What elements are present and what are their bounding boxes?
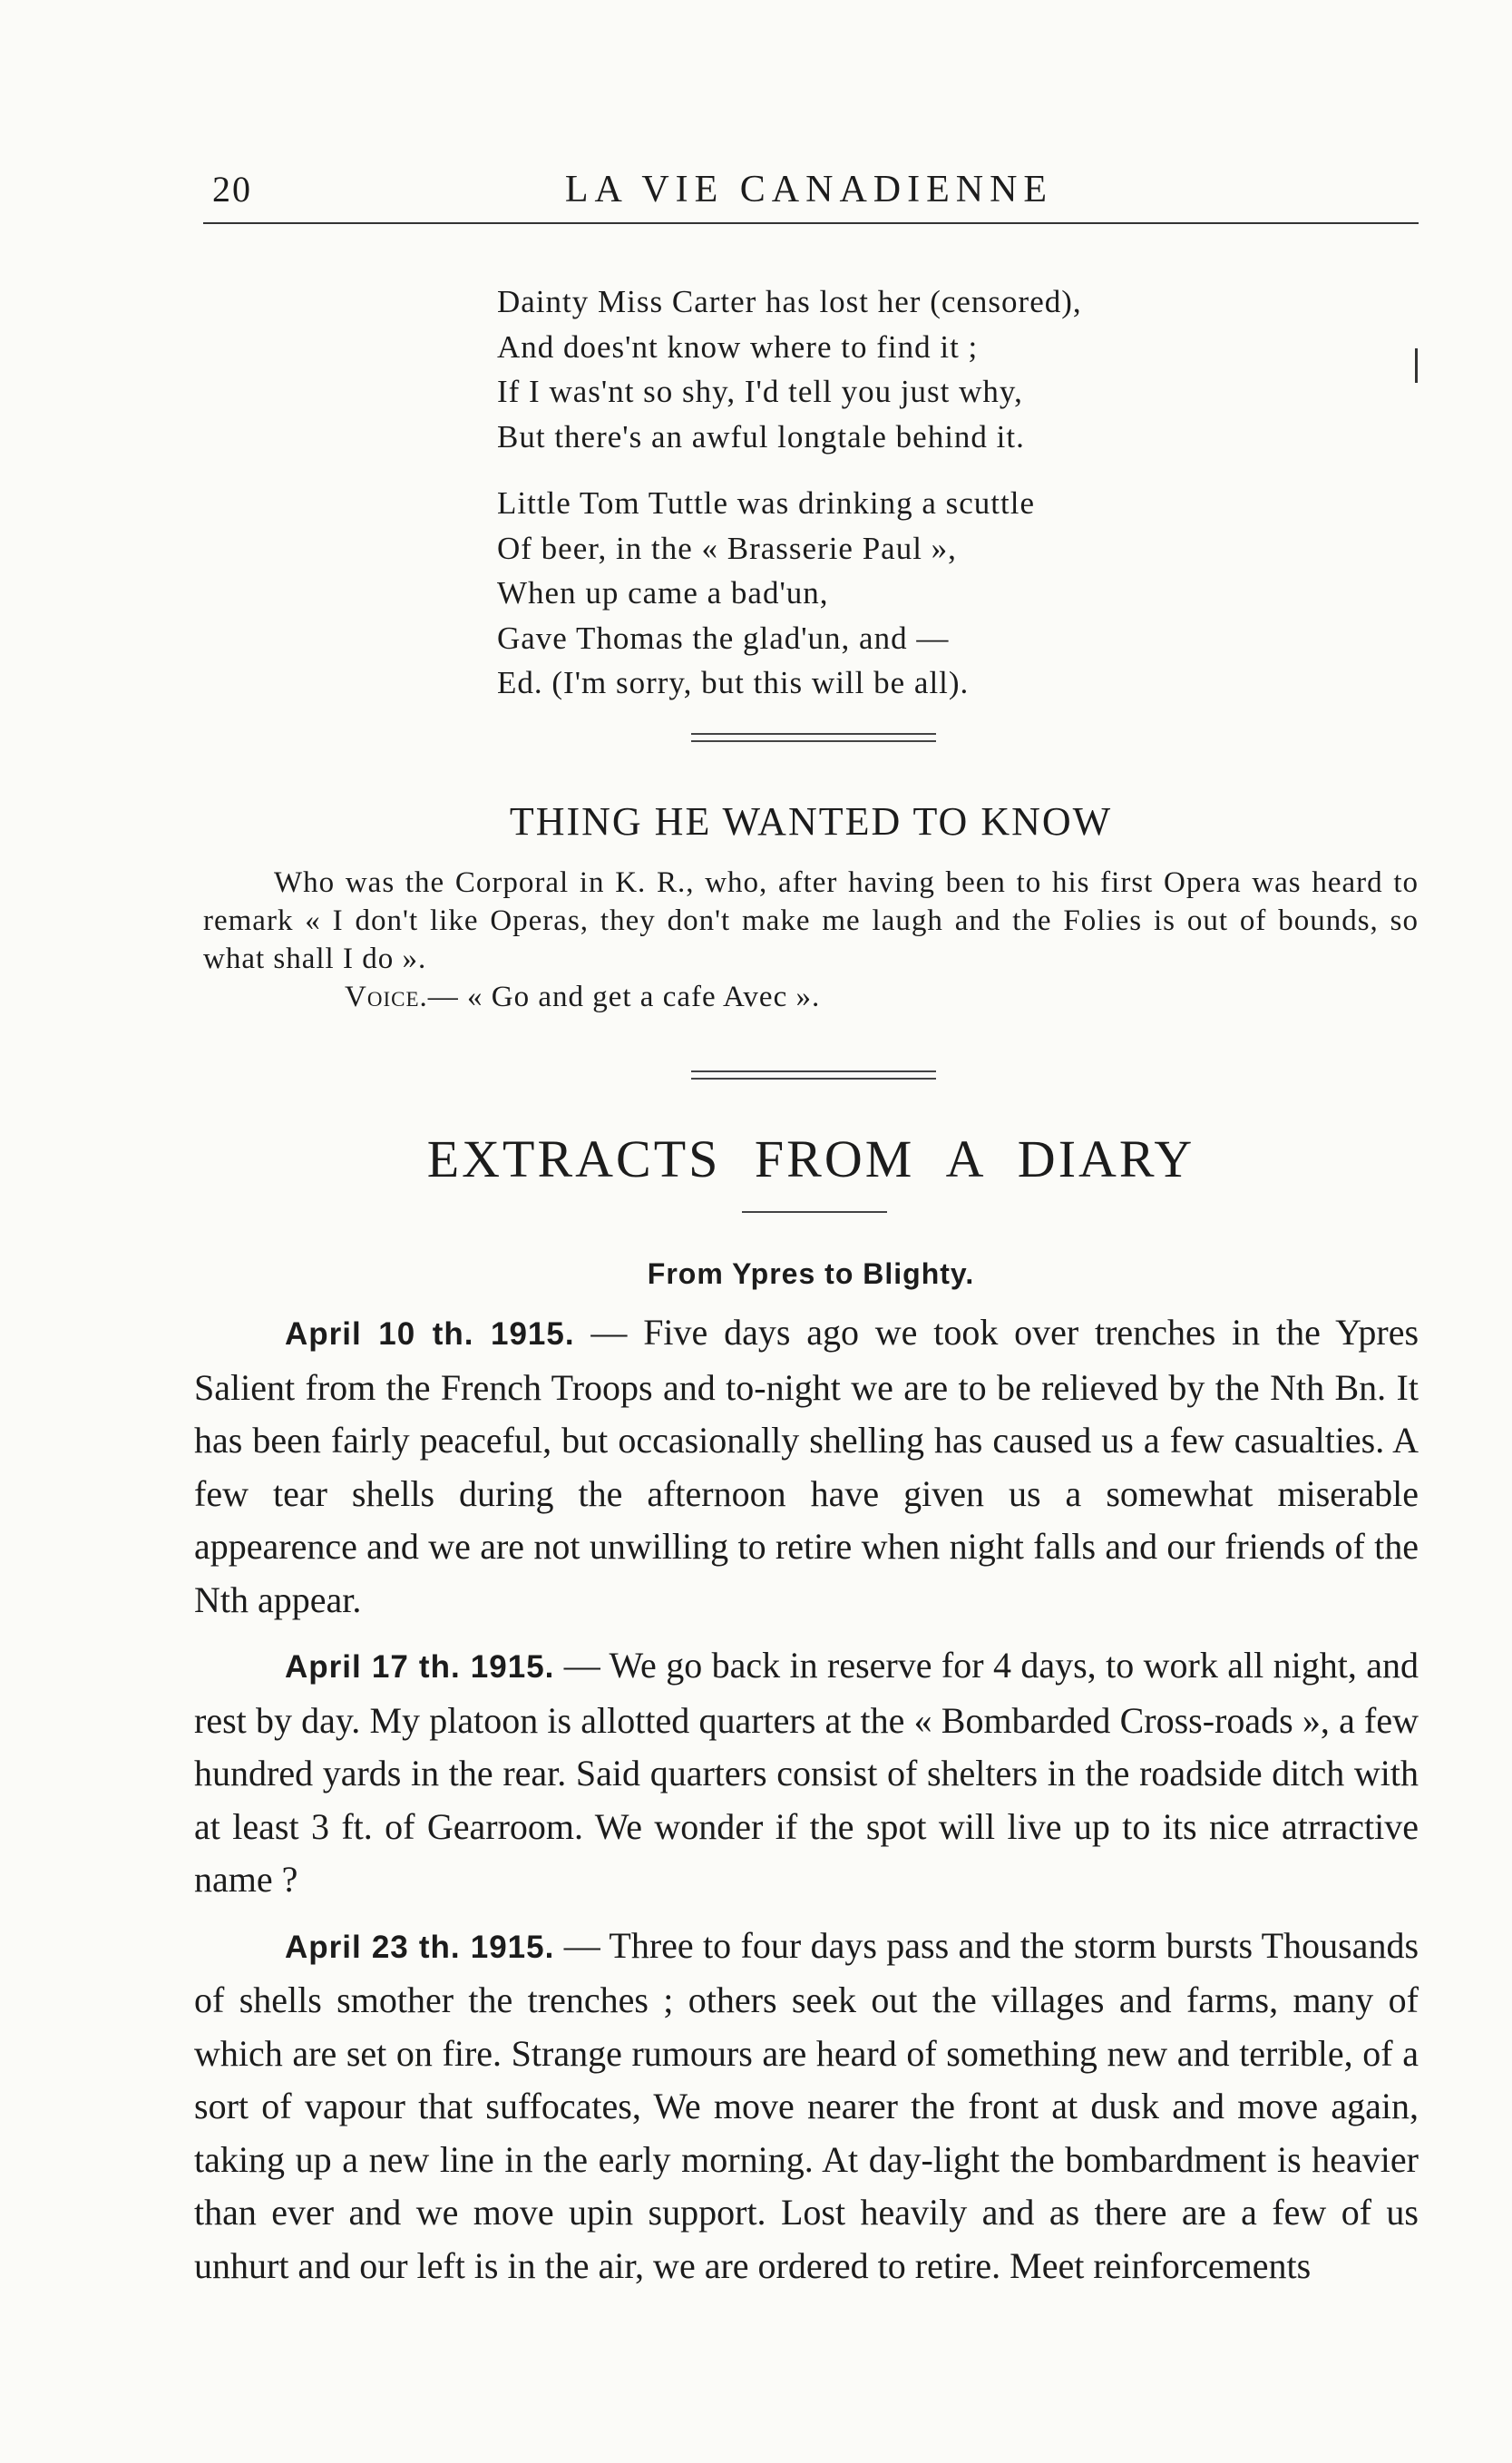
poem-line: Dainty Miss Carter has lost her (censored), bbox=[497, 284, 1082, 319]
entry-date: April 17 th. 1915. bbox=[285, 1649, 555, 1685]
entry-text: — Five days ago we took over trenches in the Ypres Salient from the French Troops and to-night we are to be relieved by the Nth Bn. It has been fairly peaceful, but occasionally shelling has caused us a few casualties. A few tear shells during the afternoon have given us a somewhat miserable appearence and we are not unwilling to retire when night falls and our friends of the Nth appear. bbox=[194, 1312, 1419, 1620]
diary-entries bbox=[194, 1306, 1419, 2305]
voice-text: « Go and get a cafe Avec ». bbox=[467, 981, 821, 1013]
section-divider bbox=[691, 733, 936, 742]
diary-subtitle: From Ypres to Blighty. bbox=[647, 1257, 975, 1290]
diary-entry bbox=[194, 1639, 1419, 1907]
entry-text: — We go back in reserve for 4 days, to work all night, and rest by day. My platoon is allotted quarters at the « Bombarded Cross-roads », a few hundred yards in the rear. Said quarters consist of shelters in the roadside ditch with at least 3 ft. of Gearroom. We wonder if the spot will live up to its nice atrractive name ? bbox=[194, 1645, 1419, 1900]
diary-entry bbox=[194, 1306, 1419, 1627]
entry-date: April 10 th. 1915. bbox=[285, 1316, 575, 1352]
poem bbox=[497, 279, 1404, 728]
section-heading-extracts-diary: EXTRACTS FROM A DIARY bbox=[426, 1129, 1195, 1188]
margin-mark bbox=[1415, 348, 1418, 383]
poem-line: And does'nt know where to find it ; bbox=[497, 328, 979, 365]
entry-date: April 23 th. 1915. bbox=[285, 1929, 555, 1965]
diary-entry bbox=[194, 1920, 1419, 2293]
poem-line: Little Tom Tuttle was drinking a scuttle bbox=[497, 485, 1035, 521]
poem-line: When up came a bad'un, bbox=[497, 575, 829, 611]
entry-text: — Three to four days pass and the storm bursts Thousands of shells smother the trenches ; others seek out the villages and farms, many of which are set on fire. Strange rumours are heard of something new and terrible, of a sort of vapour that suffocates, We move nearer the front at dusk and move again, taking up a new line in the early morning. At day-light the bombardment is heavier than ever and we move upin support. Lost heavily and as there are a few of us unhurt and our left is in the air, we are ordered to retire. Meet reinforcements bbox=[194, 1924, 1419, 2286]
header-rule bbox=[203, 222, 1419, 224]
poem-stanza bbox=[497, 279, 1404, 459]
section-heading-thing-he-wanted: THING HE WANTED TO KNOW bbox=[509, 799, 1113, 844]
page-header bbox=[203, 168, 1415, 222]
voice-line bbox=[203, 978, 1419, 1016]
poem-line: Ed. (I'm sorry, but this will be all). bbox=[497, 665, 970, 700]
running-title: LA VIE CANADIENNE bbox=[564, 169, 1054, 210]
poem-line: But there's an awful longtale behind it. bbox=[497, 418, 1025, 454]
section-body-thing-he-wanted bbox=[203, 864, 1419, 1016]
section-divider bbox=[691, 1070, 936, 1080]
poem-line: Of beer, in the « Brasserie Paul », bbox=[497, 530, 957, 566]
anecdote-paragraph: Who was the Corporal in K. R., who, after having been to his first Opera was heard to remark « I don't like Operas, they don't make me laugh and the Folies is out of bounds, so what shall I do ». bbox=[203, 866, 1419, 975]
title-underline bbox=[742, 1211, 887, 1213]
poem-line: Gave Thomas the glad'un, and — bbox=[497, 620, 950, 656]
page-number: 20 bbox=[212, 169, 252, 210]
poem-stanza bbox=[497, 481, 1404, 706]
poem-line: If I was'nt so shy, I'd tell you just why, bbox=[497, 374, 1023, 409]
voice-label: Voice.— bbox=[345, 981, 459, 1013]
